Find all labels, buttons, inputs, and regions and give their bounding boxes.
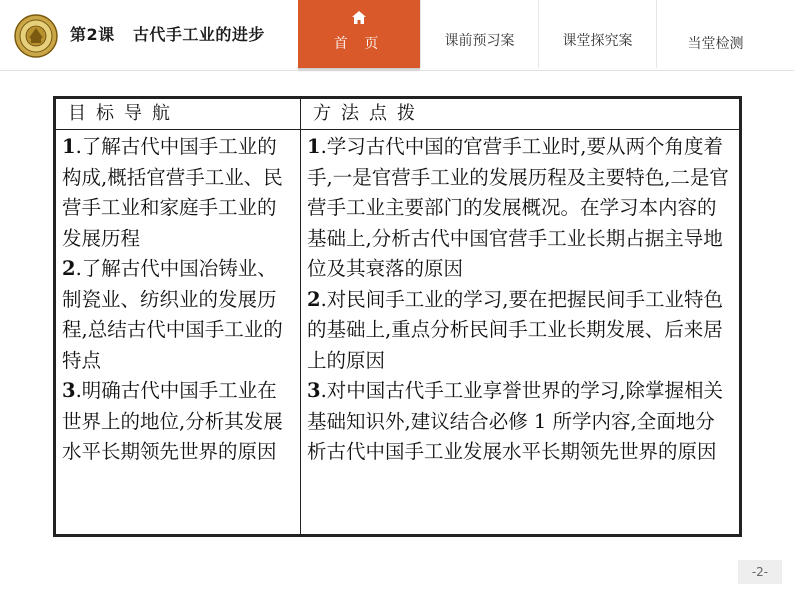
list-item: 1.了解古代中国手工业的构成,概括官营手工业、民营手工业和家庭手工业的发展历程 (62, 135, 283, 250)
list-item: 2.了解古代中国冶铸业、制瓷业、纺织业的发展历程,总结古代中国手工业的特点 (62, 257, 283, 372)
nav-inquiry[interactable] (538, 0, 656, 68)
nav-preview-label: 课前预习案 (444, 33, 515, 49)
list-item: 3.对中国古代手工业享誉世界的学习,除掌握相关基础知识外,建议结合必修 1 所学内容,全面地分析古代中国手工业发展水平长期领先世界的原因 (307, 379, 723, 463)
nav-home[interactable] (298, 0, 420, 68)
nav-home-label: 首 页 (333, 36, 385, 52)
table-header-methods: 方法点拨 (301, 98, 741, 130)
school-emblem-icon (14, 14, 58, 58)
table-row (55, 130, 741, 536)
lesson-title: 第2课 古代手工业的进步 (70, 25, 265, 44)
list-item: 2.对民间手工业的学习,要在把握民间手工业特色的基础上,重点分析民间手工业长期发展、后来居上的原因 (307, 287, 723, 372)
methods-cell (301, 130, 741, 536)
guide-table (53, 96, 742, 537)
nav-check[interactable] (656, 0, 774, 68)
header-bar (0, 0, 794, 71)
nav-preview[interactable] (420, 0, 538, 68)
goals-cell (55, 130, 301, 536)
nav-inquiry-label: 课堂探究案 (562, 33, 633, 49)
list-item: 3.明确古代中国手工业在世界上的地位,分析其发展水平长期领先世界的原因 (62, 379, 283, 463)
top-nav (298, 0, 774, 68)
page-number: -2- (738, 560, 782, 584)
active-tab-shadow (298, 68, 420, 72)
list-item: 1.学习古代中国的官营手工业时,要从两个角度着手,一是官营手工业的发展历程及主要特色,二是官营手工业主要部门的发展概况。在学习本内容的基础上,分析古代中国官营手工业长期占据主导地位及其衰落的原因 (307, 135, 729, 280)
table-header-row (55, 98, 741, 130)
nav-check-label: 当堂检测 (687, 36, 744, 52)
home-icon (351, 10, 367, 25)
table-header-goals: 目标导航 (55, 98, 301, 130)
